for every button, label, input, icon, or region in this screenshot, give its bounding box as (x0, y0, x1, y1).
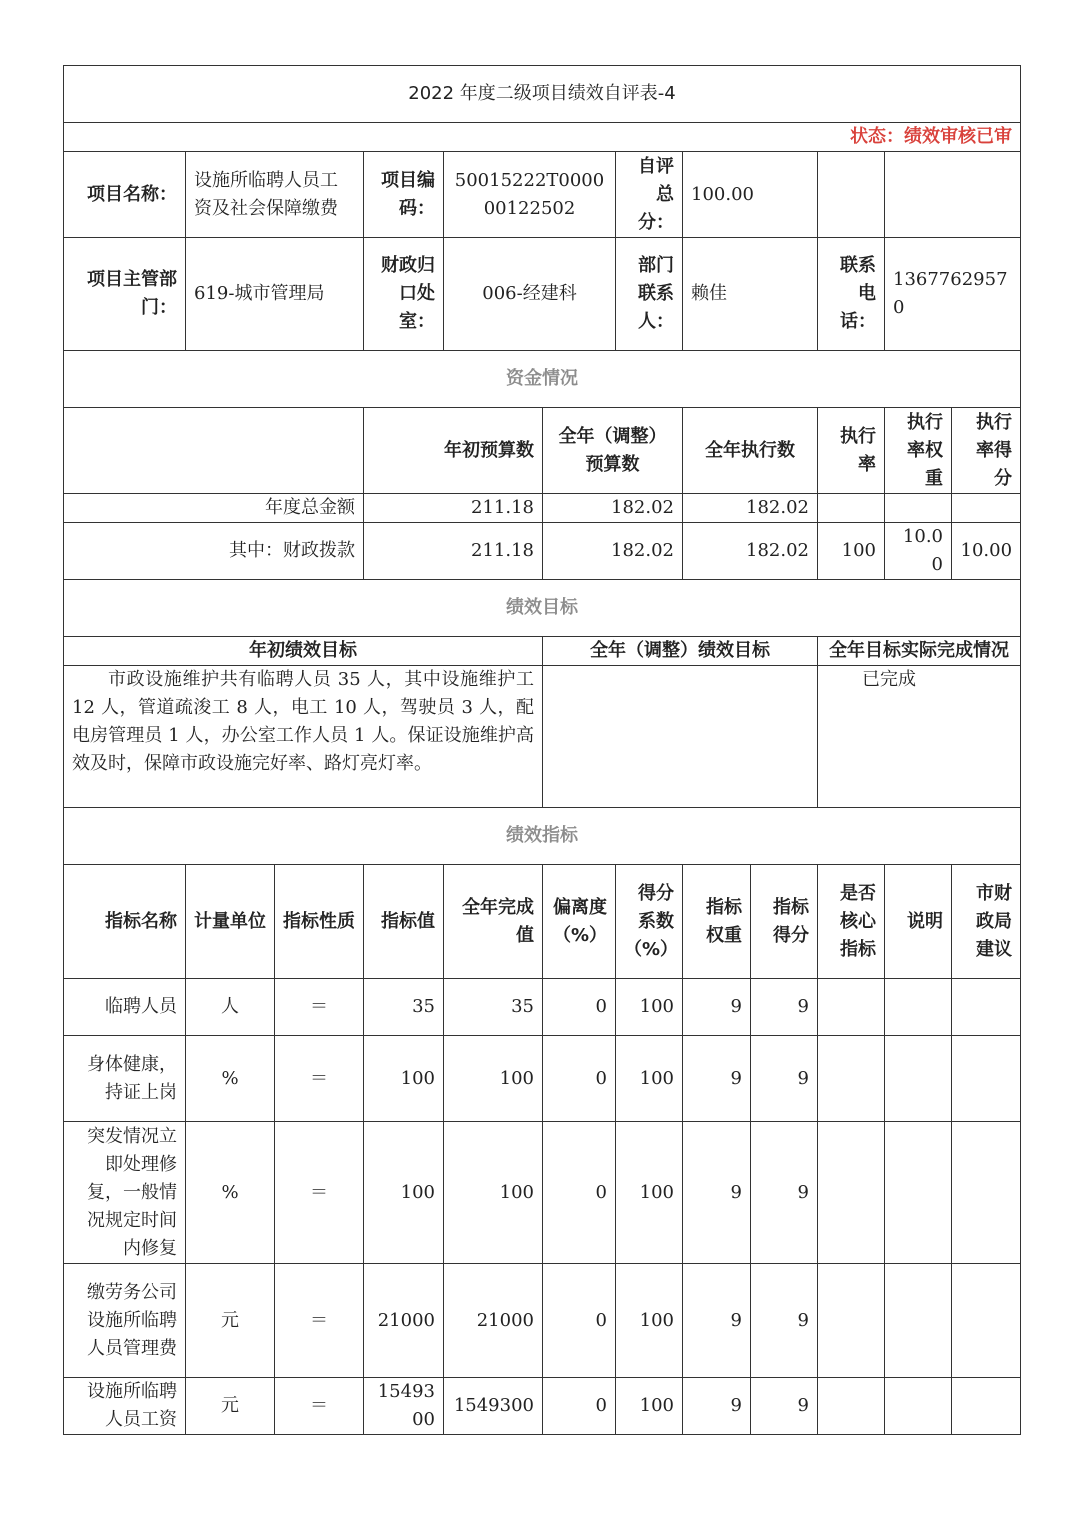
goals-adjusted-text (543, 666, 818, 808)
indicator-unit: 人 (186, 979, 275, 1036)
indicator-coef: 100 (616, 1264, 683, 1378)
indicator-unit: % (186, 1036, 275, 1122)
indicator-target: 21000 (364, 1264, 444, 1378)
funds-row-rate (818, 494, 885, 523)
self-score-label: 自评总分： (616, 152, 683, 238)
page-title: 2022 年度二级项目绩效自评表-4 (64, 66, 1021, 123)
indicator-actual: 1549300 (444, 1378, 543, 1435)
indicator-header-target: 指标值 (364, 865, 444, 979)
indicator-unit: 元 (186, 1264, 275, 1378)
indicator-suggestion (952, 1036, 1021, 1122)
performance-table (63, 65, 1021, 1435)
indicators-section-title: 绩效指标 (64, 808, 1021, 865)
project-code-label: 项目编码： (364, 152, 444, 238)
indicator-name: 突发情况立即处理修复，一般情况规定时间内修复 (64, 1122, 186, 1264)
indicator-unit: % (186, 1122, 275, 1264)
indicator-nature: ＝ (275, 1378, 364, 1435)
indicator-actual: 100 (444, 1122, 543, 1264)
funds-header-initial: 年初预算数 (364, 408, 543, 494)
funds-row-initial: 211.18 (364, 523, 543, 580)
contact-value: 赖佳 (683, 238, 818, 351)
phone-value: 13677629570 (885, 238, 1021, 351)
indicator-core (818, 1122, 885, 1264)
indicator-score: 9 (751, 1036, 818, 1122)
indicator-header-deviation: 偏离度（%） (543, 865, 616, 979)
indicator-header-name: 指标名称 (64, 865, 186, 979)
self-score-value: 100.00 (683, 152, 818, 238)
indicator-core (818, 1036, 885, 1122)
funds-header-adjusted: 全年（调整）预算数 (543, 408, 683, 494)
indicator-note (885, 1036, 952, 1122)
funds-row-adjusted: 182.02 (543, 494, 683, 523)
indicator-core (818, 979, 885, 1036)
project-name-value: 设施所临聘人员工资及社会保障缴费 (186, 152, 364, 238)
finance-office-value: 006-经建科 (444, 238, 616, 351)
funds-row-adjusted: 182.02 (543, 523, 683, 580)
indicator-suggestion (952, 979, 1021, 1036)
indicator-unit: 元 (186, 1378, 275, 1435)
funds-row-executed: 182.02 (683, 494, 818, 523)
funds-header-score: 执行率得分 (952, 408, 1021, 494)
indicator-actual: 100 (444, 1036, 543, 1122)
dept-value: 619-城市管理局 (186, 238, 364, 351)
indicator-core (818, 1378, 885, 1435)
indicator-note (885, 979, 952, 1036)
indicator-header-weight: 指标权重 (683, 865, 751, 979)
indicator-score: 9 (751, 1122, 818, 1264)
indicator-name: 身体健康，持证上岗 (64, 1036, 186, 1122)
funds-row-score: 10.00 (952, 523, 1021, 580)
indicator-note (885, 1122, 952, 1264)
indicator-target: 100 (364, 1036, 444, 1122)
indicator-nature: ＝ (275, 1122, 364, 1264)
dept-label: 项目主管部门： (64, 238, 186, 351)
funds-header-weight: 执行率权重 (885, 408, 952, 494)
funds-row-executed: 182.02 (683, 523, 818, 580)
funds-row-initial: 211.18 (364, 494, 543, 523)
empty-cell (885, 152, 1021, 238)
funds-section-title: 资金情况 (64, 351, 1021, 408)
indicator-header-suggestion: 市财政局建议 (952, 865, 1021, 979)
indicator-header-note: 说明 (885, 865, 952, 979)
contact-label: 部门联系人： (616, 238, 683, 351)
funds-row-weight: 10.00 (885, 523, 952, 580)
indicator-actual: 21000 (444, 1264, 543, 1378)
funds-header-rate: 执行率 (818, 408, 885, 494)
indicator-coef: 100 (616, 1036, 683, 1122)
indicator-weight: 9 (683, 979, 751, 1036)
indicator-header-unit: 计量单位 (186, 865, 275, 979)
indicator-deviation: 0 (543, 1264, 616, 1378)
indicator-header-core: 是否核心指标 (818, 865, 885, 979)
goals-header-adjusted: 全年（调整）绩效目标 (543, 637, 818, 666)
indicator-target: 100 (364, 1122, 444, 1264)
indicator-deviation: 0 (543, 979, 616, 1036)
indicator-note (885, 1264, 952, 1378)
funds-header-executed: 全年执行数 (683, 408, 818, 494)
indicator-suggestion (952, 1378, 1021, 1435)
goals-actual-text: 已完成 (818, 666, 1021, 808)
indicator-score: 9 (751, 1264, 818, 1378)
indicator-target: 35 (364, 979, 444, 1036)
indicator-header-coef: 得分系数（%） (616, 865, 683, 979)
indicator-weight: 9 (683, 1264, 751, 1378)
indicator-deviation: 0 (543, 1122, 616, 1264)
indicator-deviation: 0 (543, 1378, 616, 1435)
indicator-name: 设施所临聘人员工资 (64, 1378, 186, 1435)
goals-initial-text: 市政设施维护共有临聘人员 35 人，其中设施维护工 12 人，管道疏浚工 8 人，电工 10 人，驾驶员 3 人，配电房管理员 1 人，办公室工作人员 1 人。保证设施维护高效及时，保障市政设施完好率、路灯亮灯率。 (64, 666, 543, 808)
finance-office-label: 财政归口处室： (364, 238, 444, 351)
indicator-nature: ＝ (275, 1264, 364, 1378)
status-badge: 状态：绩效审核已审 (64, 123, 1021, 152)
project-name-label: 项目名称： (64, 152, 186, 238)
indicator-header-nature: 指标性质 (275, 865, 364, 979)
indicator-actual: 35 (444, 979, 543, 1036)
goals-header-actual: 全年目标实际完成情况 (818, 637, 1021, 666)
funds-row-rate: 100 (818, 523, 885, 580)
empty-cell (818, 152, 885, 238)
indicator-coef: 100 (616, 1122, 683, 1264)
indicator-suggestion (952, 1122, 1021, 1264)
indicator-nature: ＝ (275, 979, 364, 1036)
goals-section-title: 绩效目标 (64, 580, 1021, 637)
indicator-deviation: 0 (543, 1036, 616, 1122)
indicator-header-actual: 全年完成值 (444, 865, 543, 979)
funds-row-weight (885, 494, 952, 523)
indicator-header-score: 指标得分 (751, 865, 818, 979)
project-code-value: 50015222T000000122502 (444, 152, 616, 238)
indicator-weight: 9 (683, 1378, 751, 1435)
phone-label: 联系电话： (818, 238, 885, 351)
funds-row-name: 年度总金额 (64, 494, 364, 523)
funds-row-score (952, 494, 1021, 523)
indicator-weight: 9 (683, 1036, 751, 1122)
indicator-coef: 100 (616, 979, 683, 1036)
empty-cell (64, 408, 364, 494)
indicator-weight: 9 (683, 1122, 751, 1264)
indicator-name: 临聘人员 (64, 979, 186, 1036)
indicator-note (885, 1378, 952, 1435)
indicator-score: 9 (751, 979, 818, 1036)
indicator-core (818, 1264, 885, 1378)
indicator-nature: ＝ (275, 1036, 364, 1122)
indicator-suggestion (952, 1264, 1021, 1378)
goals-header-initial: 年初绩效目标 (64, 637, 543, 666)
funds-row-name: 其中：财政拨款 (64, 523, 364, 580)
indicator-score: 9 (751, 1378, 818, 1435)
indicator-name: 缴劳务公司设施所临聘人员管理费 (64, 1264, 186, 1378)
indicator-coef: 100 (616, 1378, 683, 1435)
indicator-target: 1549300 (364, 1378, 444, 1435)
